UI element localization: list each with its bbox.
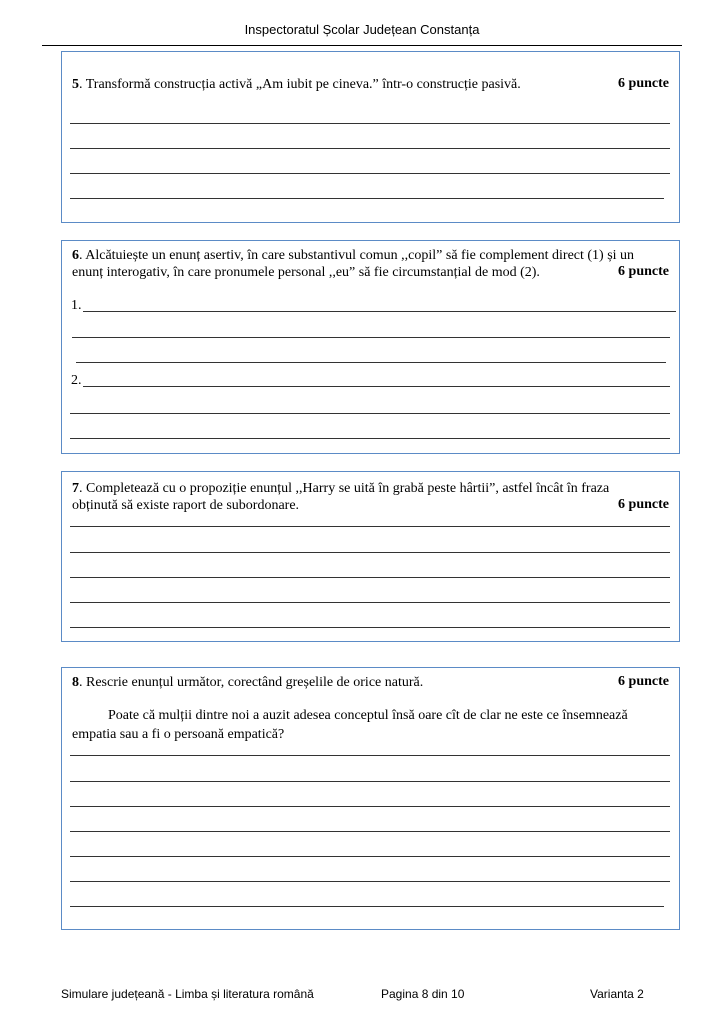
answer-line[interactable] — [70, 856, 670, 857]
answer-line[interactable] — [70, 552, 670, 553]
question-7-points: 6 puncte — [618, 497, 669, 512]
answer-line[interactable] — [70, 627, 670, 628]
answer-line[interactable] — [70, 123, 670, 124]
question-5-number: 5 — [72, 77, 79, 92]
answer-line[interactable] — [70, 577, 670, 578]
question-7-prompt-line1 — [72, 480, 609, 497]
answer-line[interactable] — [70, 906, 664, 907]
question-8-text: . Rescrie enunțul următor, corectând greșelile de orice natură. — [79, 675, 424, 690]
question-5-box — [61, 51, 680, 223]
answer-1-label: 1. — [71, 298, 82, 313]
question-7-box — [61, 471, 680, 642]
answer-line[interactable] — [76, 362, 666, 363]
answer-2-line[interactable] — [83, 386, 670, 387]
question-6-number: 6 — [72, 248, 79, 263]
question-5-prompt — [72, 76, 521, 93]
question-6-prompt-line2: enunț interogativ, în care pronumele personal ,,eu” să fie circumstanțial de mod (2). — [72, 265, 540, 280]
answer-2-label: 2. — [71, 373, 82, 388]
question-6-text-line1: . Alcătuiește un enunț asertiv, în care substantivul comun ,,copil” să fie complement direct (1) și un — [79, 248, 635, 263]
header-divider — [42, 45, 682, 46]
answer-line[interactable] — [70, 148, 670, 149]
question-8-box — [61, 667, 680, 930]
answer-line[interactable] — [70, 755, 670, 756]
answer-line[interactable] — [70, 413, 670, 414]
question-8-number: 8 — [72, 675, 79, 690]
question-8-prompt — [72, 674, 423, 691]
page-header-title: Inspectoratul Școlar Județean Constanța — [244, 22, 480, 37]
answer-line[interactable] — [70, 831, 670, 832]
answer-line[interactable] — [72, 337, 670, 338]
footer-exam-title: Simulare județeană - Limba și literatura română — [61, 987, 314, 1001]
question-7-prompt-line2: obținută să existe raport de subordonare. — [72, 498, 300, 513]
answer-line[interactable] — [70, 438, 670, 439]
question-8-sentence: Poate că mulții dintre noi a auzit adesea conceptul însă oare cît de clar ne este ce însemnează empatia sau a fi o persoană empatică? — [72, 708, 628, 742]
answer-line[interactable] — [70, 526, 670, 527]
question-6-points: 6 puncte — [618, 264, 669, 279]
answer-line[interactable] — [70, 602, 670, 603]
answer-line[interactable] — [70, 806, 670, 807]
question-8-points: 6 puncte — [618, 674, 669, 689]
answer-1-line[interactable] — [83, 311, 676, 312]
question-6-box — [61, 240, 680, 454]
answer-line[interactable] — [70, 173, 670, 174]
answer-line[interactable] — [70, 781, 670, 782]
question-7-text-line1: . Completează cu o propoziție enunțul ,,Harry se uită în grabă peste hârtii”, astfel încât în fraza — [79, 481, 610, 496]
answer-line[interactable] — [70, 198, 664, 199]
question-5-points: 6 puncte — [618, 76, 669, 91]
footer-page-number: Pagina 8 din 10 — [381, 987, 465, 1001]
question-5-text: . Transformă construcția activă „Am iubit pe cineva.” într-o construcție pasivă. — [79, 77, 521, 92]
question-7-number: 7 — [72, 481, 79, 496]
question-6-prompt-line1 — [72, 247, 634, 264]
footer-variant: Varianta 2 — [590, 987, 644, 1001]
answer-line[interactable] — [70, 881, 670, 882]
